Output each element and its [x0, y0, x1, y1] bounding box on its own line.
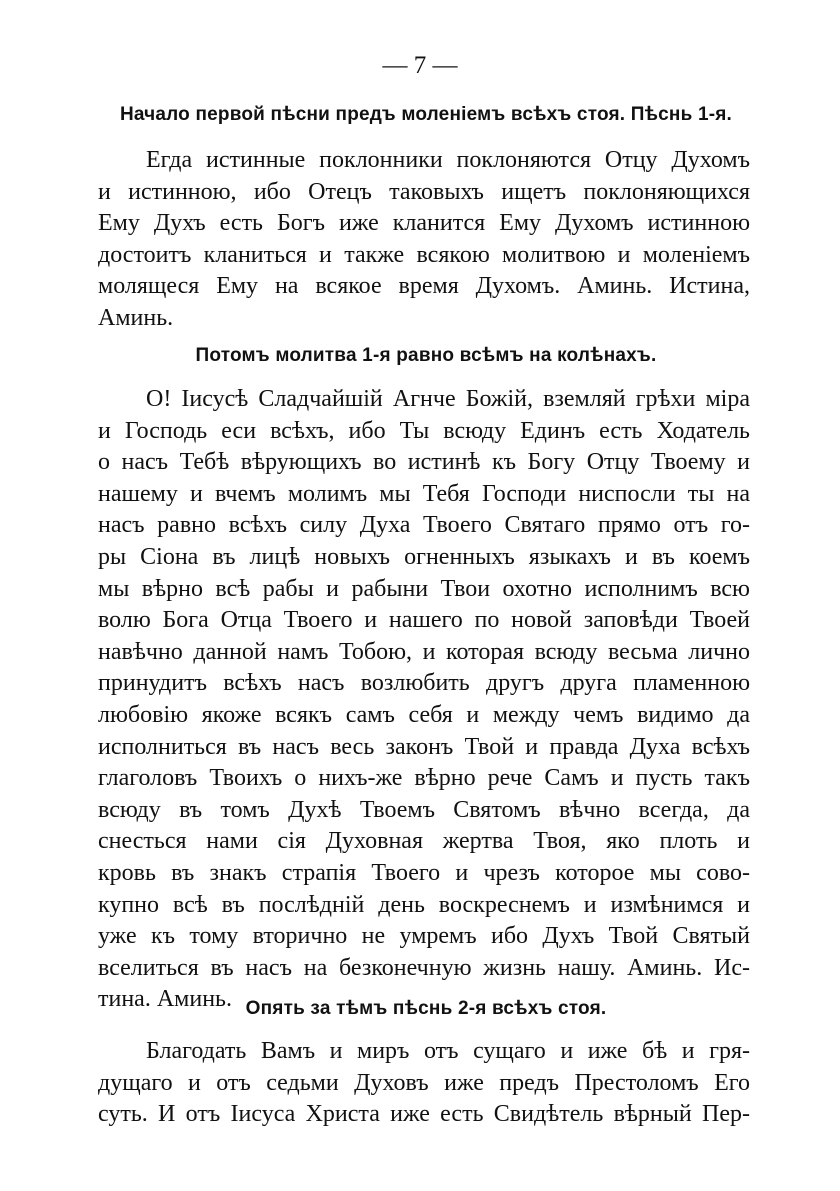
text-line: любовію якоже всякъ самъ себя и между чемъ видимо да: [98, 701, 750, 728]
section-heading-3: Опять за тѣмъ пѣснь 2-я всѣхъ стоя.: [245, 998, 607, 1019]
text-line: ры Сіона въ лицѣ новыхъ огненныхъ языкахъ и въ коемъ: [98, 543, 750, 570]
text-line: насъ равно всѣхъ силу Духа Твоего Святаго прямо отъ го-: [98, 512, 750, 539]
text-line: мы вѣрно всѣ рабы и рабыни Твои охотно исполнимъ всю: [98, 575, 750, 602]
text-line: Егда истинные поклонники поклоняются Отцу Духомъ: [146, 147, 750, 173]
text-line: всюду въ томъ Духѣ Твоемъ Святомъ вѣчно всегда, да: [98, 796, 750, 823]
section-body-3: [98, 1036, 750, 1131]
section-body-2: [98, 384, 750, 1016]
text-line: принудитъ всѣхъ насъ возлюбить другъ друга пламенною: [98, 670, 750, 697]
text-line: купно всѣ въ послѣдній день воскреснемъ и измѣнимся и: [98, 891, 750, 918]
text-line: кровь въ знакъ страпія Твоего и чрезъ которое мы сово-: [98, 859, 750, 886]
text-line: Ему Духъ есть Богъ иже кланится Ему Духомъ истинною: [98, 210, 750, 237]
text-line: Аминь.: [98, 304, 174, 331]
text-line: и истинною, ибо Отецъ таковыхъ ищетъ поклоняющихся: [98, 178, 750, 205]
text-line: достоитъ кланиться и также всякою молитвою и моленіемъ: [98, 241, 750, 268]
text-line: нашему и вчемъ молимъ мы Тебя Господи ниспосли ты на: [98, 480, 750, 507]
text-line: волю Бога Отца Твоего и нашего по новой заповѣди Твоей: [98, 607, 750, 634]
text-line: о насъ Тебѣ вѣрующихъ во истинѣ къ Богу Отцу Твоему и: [98, 449, 750, 476]
text-line: и Господь еси всѣхъ, ибо Ты всюду Единъ есть Ходатель: [98, 417, 750, 444]
section-heading-1: Начало первой пѣсни предъ моленіемъ всѣхъ стоя. Пѣснь 1-я.: [119, 104, 733, 125]
text-line: глаголовъ Твоихъ о нихъ-же вѣрно рече Самъ и пусть такъ: [98, 765, 750, 792]
text-line: снесться нами сія Духовная жертва Твоя, яко плоть и: [98, 828, 750, 855]
text-line: вселиться въ насъ на безконечную жизнь нашу. Аминь. Ис-: [98, 954, 750, 981]
text-line: молящеся Ему на всякое время Духомъ. Аминь. Истина,: [98, 273, 750, 300]
text-line: навѣчно данной намъ Тобою, и которая всюду весьма лично: [98, 638, 750, 665]
text-line: Благодать Вамъ и миръ отъ сущаго и иже бѣ и гря-: [146, 1038, 750, 1064]
text-line: уже къ тому вторично не умремъ ибо Духъ Твой Святый: [98, 923, 750, 950]
text-line: тина. Аминь.: [98, 986, 232, 1013]
text-line: дущаго и отъ седьми Духовъ иже предъ Престоломъ Его: [98, 1069, 750, 1096]
section-heading-2: Потомъ молитва 1-я равно всѣмъ на колѣнахъ.: [195, 345, 657, 366]
text-line: суть. И отъ Іисуса Христа иже есть Свидѣтель вѣрный Пер-: [98, 1101, 750, 1128]
text-line: исполниться въ насъ весь законъ Твой и правда Духа всѣхъ: [98, 733, 750, 760]
page-number: — 7 —: [382, 52, 458, 79]
text-line: О! Іисусѣ Сладчайшій Агнче Божій, вземляй грѣхи міра: [146, 386, 750, 412]
section-body-1: [98, 145, 750, 335]
